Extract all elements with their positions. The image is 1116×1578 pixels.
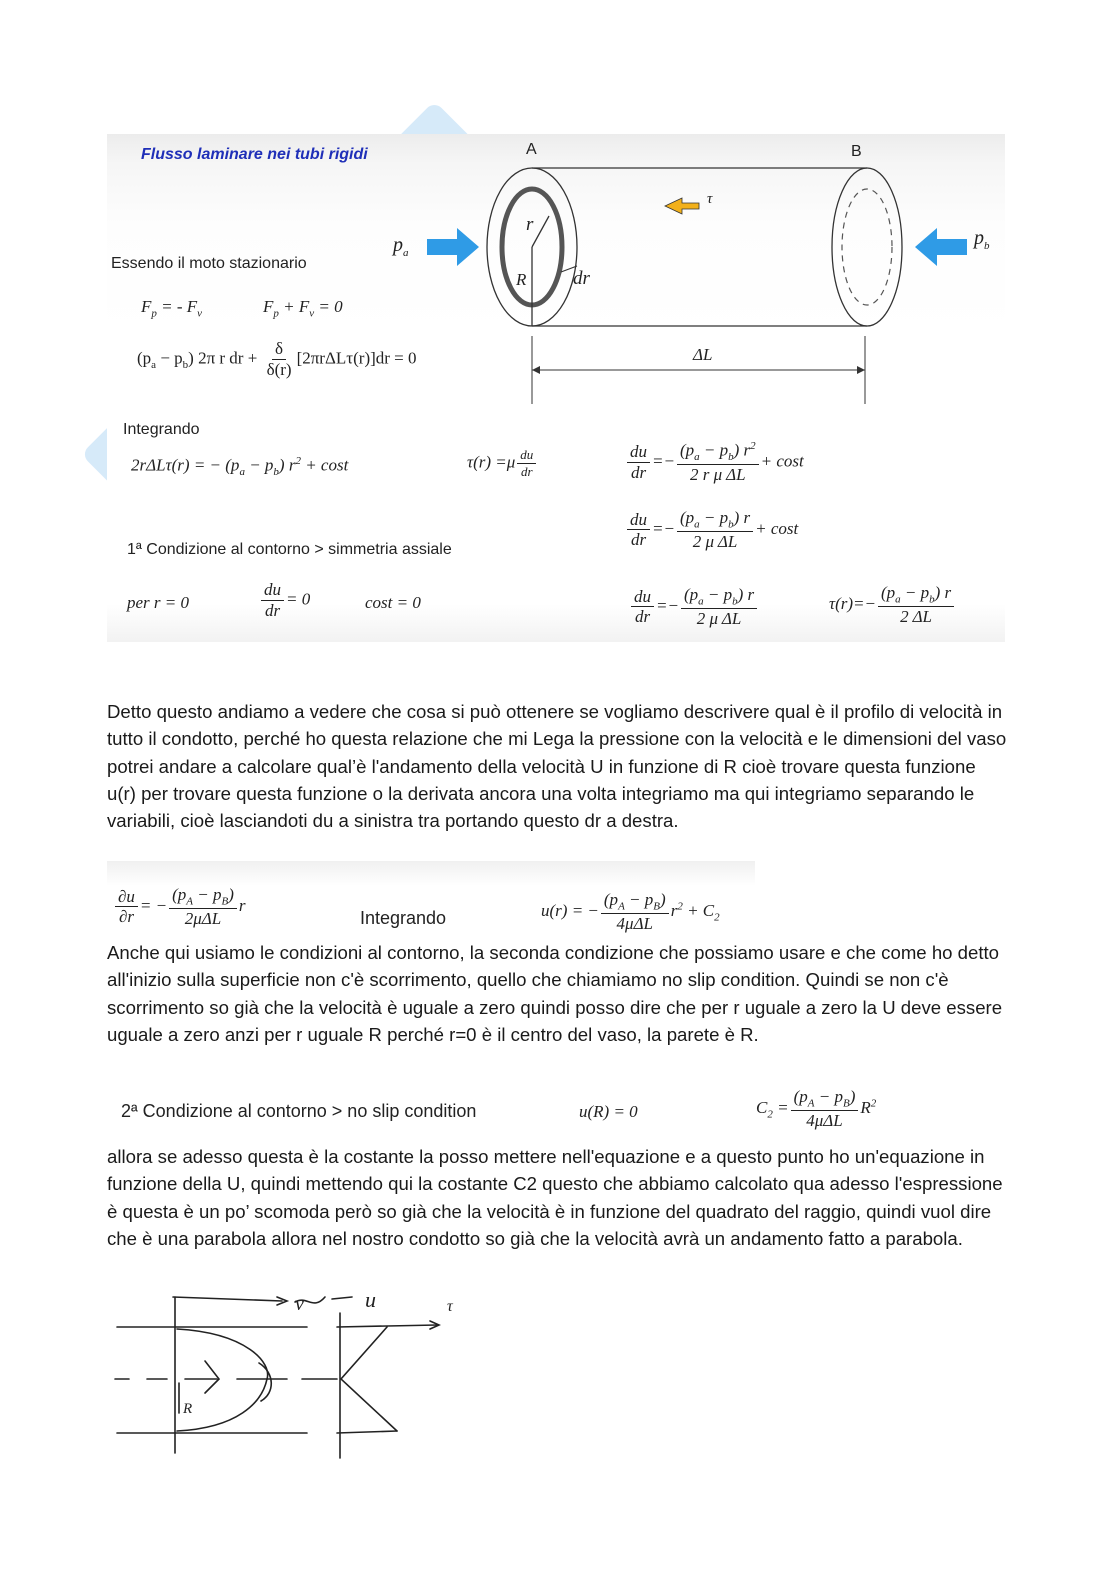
condition-2-label: 2ª Condizione al contorno > no slip condition: [121, 1101, 477, 1121]
dl-arrowhead-left: [532, 366, 540, 374]
label-R: R: [516, 270, 527, 289]
paragraph-1: Detto questo andiamo a vedere che cosa si può ottenere se vogliamo descrivere qual è il profilo di velocità in tutto il condotto, perché ho questa relazione che mi Lega la pressione con la velocità e le dimensioni del vaso potrei andare a calcolare qual’è l'andamento della velocità U in funzione di R cioè trovare questa funzione u(r) per trovare questa funzione o la derivata ancora una volta integriamo ma qui integriamo separando le variabili, cioè lasciandoti du a sinistra tra portando questo dr a destra.: [107, 701, 1007, 832]
eq-fp-plus-fv: $F_p + F_v = 0$: [263, 297, 343, 320]
label-delta-l: ΔL: [693, 345, 713, 364]
eq-cost-zero: cost = 0: [365, 593, 421, 612]
eq-integrated-tau: 2rΔLτ(r) = − $(p_a - p_b) r^2 + \cos t$: [131, 455, 349, 479]
eq-force-balance: $(p_a - p_b)$ 2π r dr + $\frac{\delta}{\delta(r)}$ [2πrΔLτ(r)]dr = 0: [137, 339, 417, 379]
sketch-u-label: u: [365, 1287, 376, 1312]
label-dr: dr: [573, 268, 590, 289]
eq-dudr-final: $\frac{du}{dr}$ =− $\frac{(p_a - p_b) r}{\text{2 μ ΔL}}$: [629, 585, 759, 629]
sketch-v-label: v: [295, 1293, 304, 1315]
eq-u-of-R: u(R) = 0: [579, 1102, 638, 1121]
equation-block-2: [107, 861, 755, 939]
slide-figure: [107, 134, 1005, 642]
eq-partial-du: $\frac{\partial u}{\partial r}$ = − $\frac{(p_A - p_B)}{\text{2μΔL}}$ r: [113, 885, 246, 929]
integrando-label: Integrando: [123, 421, 200, 438]
label-a: A: [526, 141, 537, 158]
sketch-R-label: R: [183, 1401, 193, 1417]
label-pb: $p_b$: [974, 227, 990, 252]
paragraph-3: allora se adesso questa è la costante la posso mettere nell'equazione e a questo punto ho un'equazione in funzione della U, quindi mettendo qui la costante C2 questo che abbiamo calcolato qua adesso l'espressione è questa è un po’ scomoda però so già che la velocità è in funzione del quadrato del raggio, quindi vuol dire che è una parabola allora nel nostro condotto so già che la velocità avrà un andamento fatto a parabola.: [107, 1146, 1003, 1249]
radius-r-line: [532, 216, 549, 247]
label-pa: $p_a$: [393, 234, 409, 259]
pipe-end-b-inner: [842, 189, 892, 305]
eq-dudr-2: $\frac{du}{dr}$ =− $\frac{(p_a - p_b) r}{\text{2 μ ΔL}}$ + cost: [625, 508, 798, 552]
shear-arrow-icon: [665, 198, 699, 214]
pressure-arrow-a-icon: [427, 228, 479, 266]
label-tau: τ: [707, 191, 713, 207]
eq-c2: $C_2$ = $\frac{(p_A - p_B)}{\text{4μΔL}}$ $R^2$: [756, 1087, 877, 1131]
slide-title: Flusso laminare nei tubi rigidi: [141, 146, 368, 163]
eq-per-r0: per r = 0: [127, 593, 189, 612]
stazionario-label: Essendo il moto stazionario: [111, 255, 307, 272]
eq-tau-definition: τ(r) =μ $\frac{du}{dr}$: [467, 448, 538, 480]
sketch-tau-label: τ: [447, 1298, 453, 1315]
velocity-profile-sketch: [107, 1283, 472, 1463]
label-b: B: [851, 143, 862, 160]
eq-fp-fv: $F_p$ = - $F_v$: [141, 297, 203, 320]
eq-dudr-zero: $\frac{du}{dr}$ = 0: [259, 580, 310, 621]
label-r: r: [526, 214, 534, 235]
eq-velocity-u: u(r) = − $\frac{(p_A - p_B)}{\text{4μΔL}}$ $r^2 + C_2$: [541, 890, 720, 934]
eq-dudr-1: $\frac{du}{dr}$ =− $\frac{(p_a - p_b) r^2}{\text{2 r μ ΔL}}$ + cost: [625, 440, 804, 485]
condition-1-label: 1ª Condizione al contorno > simmetria assiale: [127, 541, 452, 558]
sketch-background: [107, 1283, 472, 1463]
eq-tau-final: τ(r)=− $\frac{(p_a - p_b) r}{2 \Delta L}$: [829, 583, 956, 627]
paragraph-2: Anche qui usiamo le condizioni al contorno, la seconda condizione che possiamo usare e che come ho detto all'inizio sulla superficie non c'è scorrimento, quello che chiamiamo no slip condition. Quindi se non c'è scorrimento so già che la velocità è uguale a zero quindi posso dire che per r uguale a zero la U deve essere uguale a zero anzi per r uguale R perché r=0 è il centro del vaso, la parete è R.: [107, 942, 1003, 1045]
dl-arrowhead-right: [857, 366, 865, 374]
pressure-arrow-b-icon: [915, 228, 967, 266]
integrando-label-2: Integrando: [360, 908, 447, 928]
